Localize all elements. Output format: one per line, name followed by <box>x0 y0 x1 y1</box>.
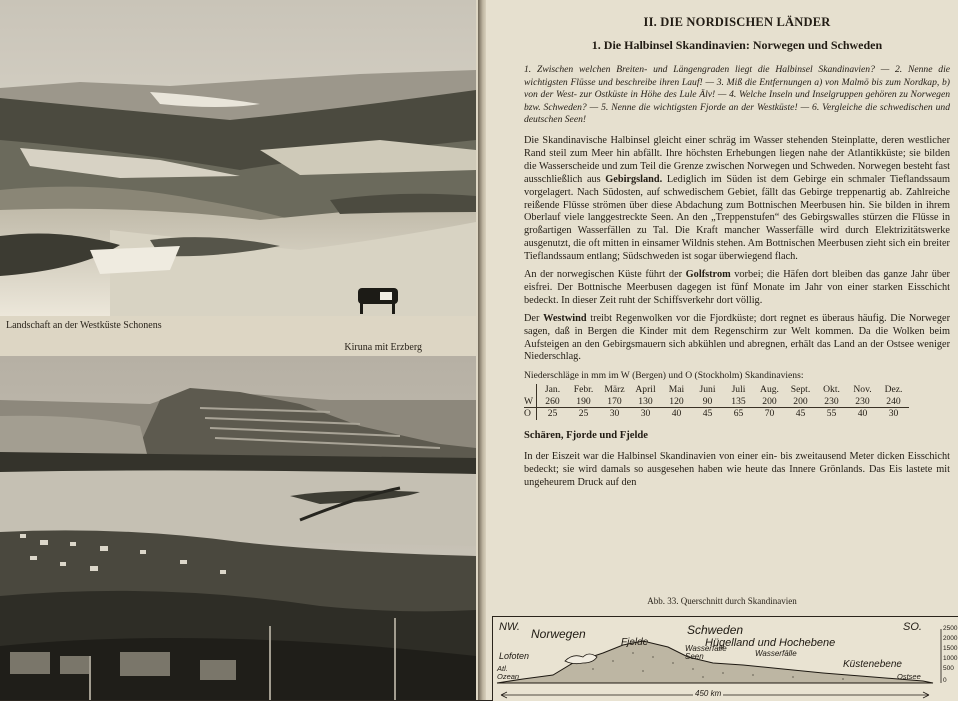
month-cell: Juli <box>731 384 746 396</box>
table-cell: 40 <box>847 408 878 420</box>
month-cell: Jan. <box>544 384 561 396</box>
table-cell: 130 <box>638 395 653 407</box>
month-cell: April <box>635 384 656 396</box>
scale-tick: 1500 <box>943 645 958 652</box>
label-atl-ozean: Atl. Ozean <box>497 664 520 681</box>
table-cell: 30 <box>630 408 661 420</box>
para2-text-a: An der norwegischen Küste führt der <box>524 269 686 281</box>
para2-bold: Golfstrom <box>685 269 731 281</box>
scale-tick: 2000 <box>943 635 958 642</box>
table-cell: 25 <box>537 408 569 420</box>
month-cell: Febr. <box>573 384 594 396</box>
table-cell: 190 <box>576 395 591 407</box>
scale-tick: 500 <box>943 665 954 672</box>
table-cell: 25 <box>568 408 599 420</box>
para3-text-a: Der <box>524 312 544 324</box>
table-cell: 260 <box>545 395 560 407</box>
month-cell: Aug. <box>760 384 779 396</box>
paragraph-westwind <box>524 313 950 365</box>
paragraph-geography <box>524 135 950 264</box>
section-title: 1. Die Halbinsel Skandinavien: Norwegen und Schweden <box>591 38 883 52</box>
right-page <box>486 0 958 700</box>
chapter-title: II. DIE NORDISCHEN LÄNDER <box>643 15 831 29</box>
month-cell: Nov. <box>853 384 872 396</box>
table-cell: 40 <box>661 408 692 420</box>
table-row-east <box>524 408 909 420</box>
table-header-row <box>524 384 909 396</box>
table-cell: 65 <box>723 408 754 420</box>
page-gutter <box>478 0 486 700</box>
month-cell: März <box>604 384 625 396</box>
label-fjelde: Fjelde <box>621 637 649 648</box>
table-cell: 45 <box>692 408 723 420</box>
label-lofoten: Lofoten <box>499 651 530 661</box>
label-nw: NW. <box>499 621 520 633</box>
table-cell: 70 <box>754 408 785 420</box>
figure-caption: Abb. 33. Querschnitt durch Skandinavien <box>647 596 797 606</box>
paragraph-eiszeit: In der Eiszeit war die Halbinsel Skandinavien von einer ein- bis zweitausend Meter dicken Eisschicht bedeckt; sie wird damals so ausgesehen haben wie heute das Innere Grönlands. Das Eis lastete mit ungeheurem Druck auf den <box>524 450 950 488</box>
month-cell: Okt. <box>823 384 840 396</box>
table-cell: 55 <box>816 408 847 420</box>
precip-table-title: Niederschläge in mm im W (Bergen) und O (Stockholm) Skandinaviens: <box>524 370 804 382</box>
table-cell: 200 <box>793 395 808 407</box>
scale-tick: 0 <box>943 677 947 684</box>
para3-bold: Westwind <box>543 312 587 324</box>
table-cell: 240 <box>886 395 901 407</box>
text-column <box>524 12 950 495</box>
scale-tick: 1000 <box>943 655 958 662</box>
table-cell: 135 <box>731 395 746 407</box>
table-cell: 230 <box>824 395 839 407</box>
table-cell: 30 <box>599 408 630 420</box>
cross-section-diagram <box>492 616 958 701</box>
scale-tick: 2500 <box>943 625 958 632</box>
table-cell: 90 <box>702 395 713 407</box>
month-cell: Sept. <box>790 384 811 396</box>
para3-text-b: treibt Regenwolken vor die Fjordküste; dort regnet es überaus häufig. Die Norweger sagen, daß in Bergen die Kinder mit dem Regenschirm zur Welt kommen. Da die Wolken beim Aufsteigen an den Gebirgsmauern sich abkühlen und abregnen, erhält das Land an der Ostsee weniger Niederschlag. <box>524 312 950 363</box>
photo-landscape-schonen <box>0 0 476 316</box>
row-label-w: W <box>524 396 537 408</box>
table-cell: 200 <box>762 395 777 407</box>
label-kuestenebene: Küstenebene <box>843 659 902 670</box>
month-cell: Mai <box>668 384 685 396</box>
para2-text-b: vorbei; die Häfen dort bleiben das ganze Jahr über eisfrei. Der Bottnische Meerbusen dagegen ist fünf Monate im Jahr von einer starken Eisschicht bedeckt. In dieser Zeit ruht der Schiffsverkehr dort völlig. <box>524 269 950 306</box>
label-ostsee: Ostsee <box>897 672 921 681</box>
caption-kiruna: Kiruna mit Erzberg <box>344 342 422 353</box>
questions-block: 1. Zwischen welchen Breiten- und Längengraden liegt die Halbinsel Skandinavien? — 2. Nenne die wichtigsten Flüsse und beschreibe ihren Lauf! — 3. Miß die Entfernungen a) von Malmö bis zum Nordkap, b) von der West- zur Ostküste in Höhe des Lule Älv! — 4. Welche Inseln und Inselgruppen gehören zu Norwegen bzw. Schweden? — 5. Nenne die wichtigsten Fjorde an der Westküste! — 6. Vergleiche die schwedischen und deutschen Seen! <box>524 64 950 126</box>
table-cell: 230 <box>855 395 870 407</box>
left-page <box>0 0 478 700</box>
label-norwegen: Norwegen <box>531 627 586 641</box>
table-cell: 120 <box>669 395 684 407</box>
paragraph-golfstrom <box>524 269 950 308</box>
table-row-west <box>524 396 909 408</box>
month-cell: Juni <box>699 384 716 396</box>
month-cell: Dez. <box>884 384 903 396</box>
table-cell: 30 <box>878 408 909 420</box>
table-cell: 170 <box>607 395 622 407</box>
para1-bold: Gebirgsland. <box>605 173 663 185</box>
label-so: SO. <box>903 621 922 633</box>
label-wasserfaelle-seen: Wasserfälle Seen <box>685 644 727 661</box>
subheading: Schären, Fjorde und Fjelde <box>524 429 648 441</box>
para1-text-a: Die Skandinavische Halbinsel gleicht einer schräg im Wasser stehenden Steinplatte, deren westlicher Rand steil zum Meer hin abfällt. Ihre höchsten Erhebungen liegen nahe der Atlantikküste; sie bilden die Wasserscheide und zum Teil die Grenze zwischen Norwegen und Schweden. Norwegen besteht fast ausschließlich aus <box>524 134 950 185</box>
label-distance: 450 km <box>695 689 722 698</box>
para1-text-b: Lediglich im Süden ist dem Gebirge ein schmaler Tieflandssaum vorgelagert. Nach Südosten, auf schwedischem Gebiet, fällt das Gebirge treppenartig ab. Zahlreiche reißende Flüsse strömen über diese Abdachung zum Bottnischen Meerbusen hin. Sie bilden in ihrem Oberlauf viele langgestreckte Seen. An den „Treppenstufen“ des Gebirgswalles stürzen die Flüsse in großartigen Wasserfällen zu Tal. Die Kraft mancher Wasserfälle wird durch Elektrizitätswerke ausgenutzt, die oft mitten in einsamer Wildnis stehen. Am Bottnischen Meerbusen zieht sich ein breiter Tieflandssaum entlang; Südschweden ist sogar überwiegend flach. <box>524 173 950 263</box>
label-schweden: Schweden <box>687 623 744 637</box>
table-cell: 45 <box>785 408 816 420</box>
photo-kiruna-erzberg <box>0 356 476 700</box>
row-label-o: O <box>524 408 537 420</box>
precip-table <box>524 384 909 420</box>
label-wasserfaelle: Wasserfälle <box>755 649 797 658</box>
caption-landscape: Landschaft an der Westküste Schonens <box>6 320 162 331</box>
label-huegelland: Hügelland und Hochebene <box>705 637 836 649</box>
